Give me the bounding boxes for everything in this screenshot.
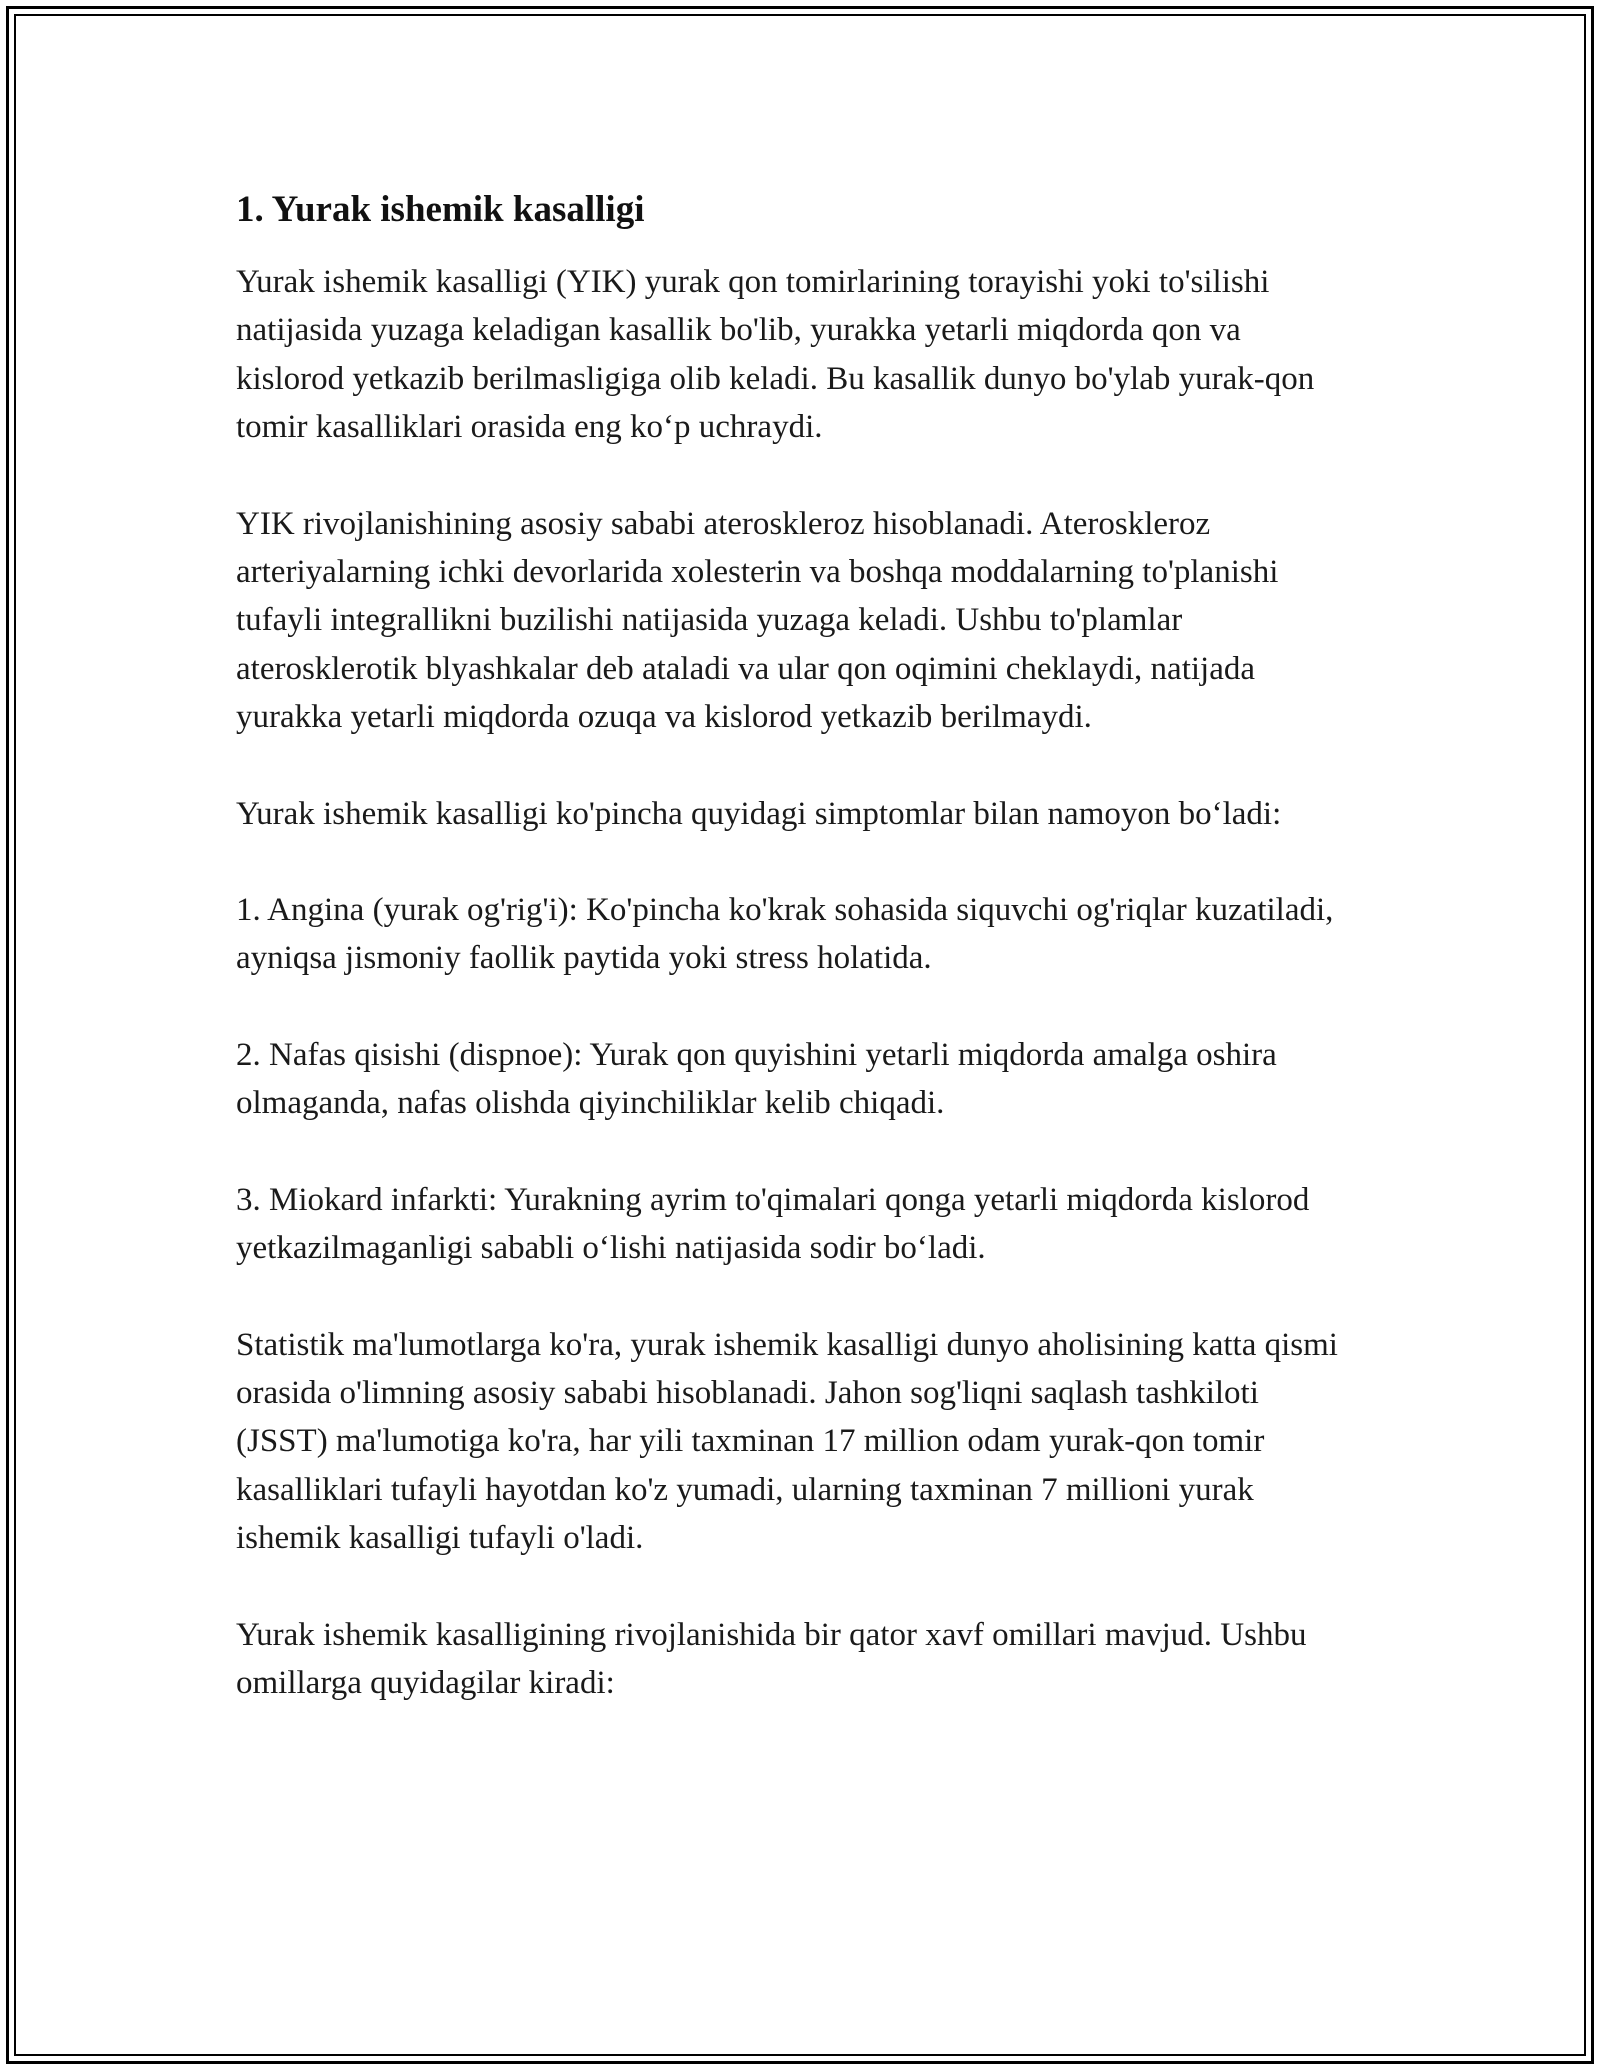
section-heading: 1. Yurak ishemik kasalligi	[236, 189, 645, 230]
paragraph-cause: YIK rivojlanishining asosiy sababi ateroskleroz hisoblanadi. Ateroskleroz arteriyalarning ichki devorlarida xolesterin va boshqa moddalarning to'planishi tufayli integrallikni buzilishi natijasida yuzaga keladi. Ushbu to'plamlar aterosklerotik blyashkalar deb ataladi va ular qon oqimini cheklaydi, natijada yurakka yetarli miqdorda ozuqa va kislorod yetkazib berilmaydi.	[236, 505, 1279, 736]
document-body	[236, 186, 1356, 1755]
list-item-dyspnea: 2. Nafas qisishi (dispnoe): Yurak qon quyishini yetarli miqdorda amalga oshira olmaganda, nafas olishda qiyinchiliklar kelib chiqadi.	[236, 1036, 1277, 1122]
paragraph-intro: Yurak ishemik kasalligi (YIK) yurak qon tomirlarining torayishi yoki to'silishi natijasida yuzaga keladigan kasallik bo'lib, yurakka yetarli miqdorda qon va kislorod yetkazib berilmasligiga olib keladi. Bu kasallik dunyo bo'ylab yurak-qon tomir kasalliklari orasida eng ko‘p uchraydi.	[236, 264, 1315, 446]
list-item-angina: 1. Angina (yurak og'rig'i): Ko'pincha ko'krak sohasida siquvchi og'riqlar kuzatiladi, ayniqsa jismoniy faollik paytida yoki stress holatida.	[236, 892, 1334, 977]
paragraph-risk-factors: Yurak ishemik kasalligining rivojlanishida bir qator xavf omillari mavjud. Ushbu omillarga quyidagilar kiradi:	[236, 1616, 1307, 1701]
paragraph-symptoms-intro: Yurak ishemik kasalligi ko'pincha quyidagi simptomlar bilan namoyon bo‘ladi:	[236, 795, 1282, 832]
list-item-infarction: 3. Miokard infarkti: Yurakning ayrim to'qimalari qonga yetarli miqdorda kislorod yetkazilmaganligi sababli o‘lishi natijasida sodir bo‘ladi.	[236, 1181, 1310, 1267]
paragraph-statistics: Statistik ma'lumotlarga ko'ra, yurak ishemik kasalligi dunyo aholisining katta qismi orasida o'limning asosiy sababi hisoblanadi. Jahon sog'liqni saqlash tashkiloti (JSST) ma'lumotiga ko'ra, har yili taxminan 17 million odam yurak-qon tomir kasalliklari tufayli hayotdan ko'z yumadi, ularning taxminan 7 millioni yurak ishemik kasalligi tufayli o'ladi.	[236, 1326, 1338, 1557]
